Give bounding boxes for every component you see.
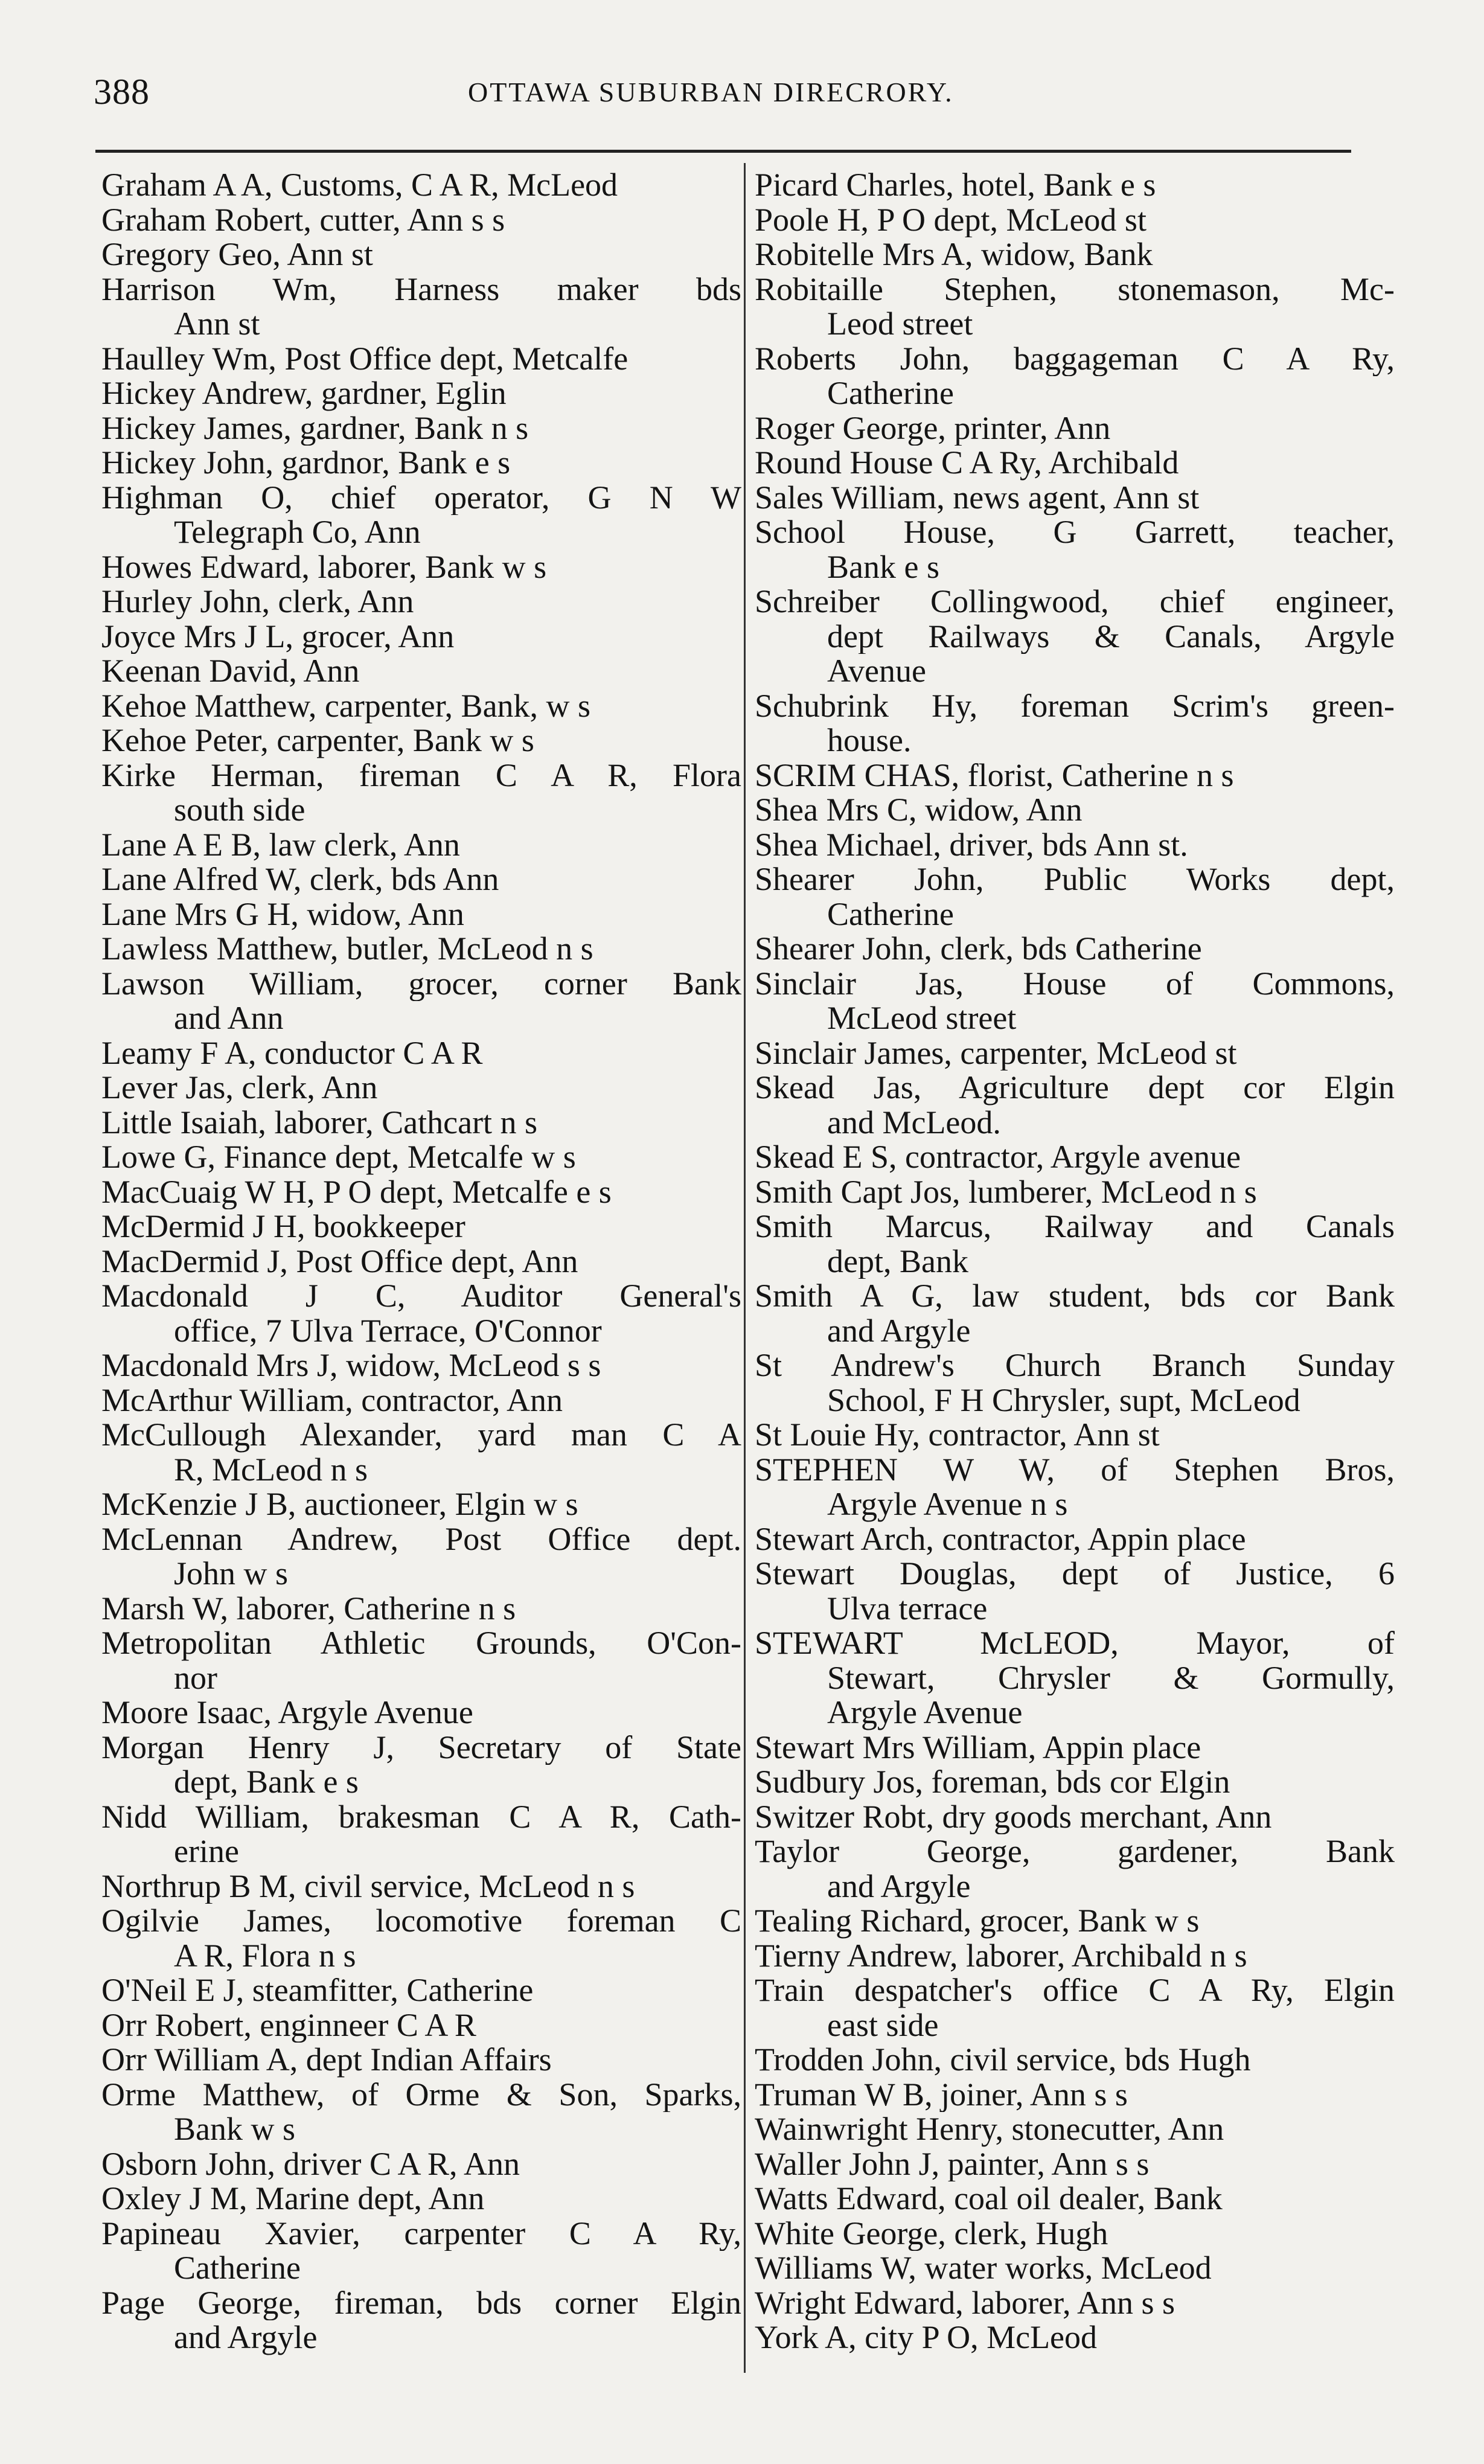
directory-entry — [755, 1834, 1395, 1904]
directory-entry — [101, 1904, 741, 1973]
entry-continuation-line: and Argyle — [174, 2320, 318, 2355]
directory-entry — [101, 1036, 741, 1071]
entry-continuation-line: east side — [827, 2008, 939, 2043]
directory-entry — [101, 1800, 741, 1869]
entry-line: Metropolitan Athletic Grounds, O'Con- — [101, 1626, 741, 1661]
entry-line: St Louie Hy, contractor, Ann st — [755, 1418, 1160, 1453]
directory-entry — [101, 1418, 741, 1487]
entry-line: Nidd William, brakesman C A R, Cath- — [101, 1799, 741, 1834]
directory-entry — [755, 2043, 1395, 2078]
running-title: OTTAWA SUBURBAN DIRECRORY. — [468, 77, 954, 107]
directory-entry — [755, 2286, 1395, 2321]
directory-entry — [755, 481, 1395, 516]
directory-entry — [755, 2181, 1395, 2216]
directory-entry — [755, 1279, 1395, 1348]
directory-column-left — [101, 168, 741, 2355]
directory-entry — [101, 584, 741, 619]
entry-line: Graham Robert, cutter, Ann s s — [101, 202, 505, 237]
directory-entry — [101, 967, 741, 1036]
entry-line: White George, clerk, Hugh — [755, 2216, 1108, 2251]
entry-line: Williams W, water works, McLeod — [755, 2251, 1212, 2286]
entry-line: Papineau Xavier, carpenter C A Ry, — [101, 2216, 741, 2251]
entry-line: McCullough Alexander, yard man C A — [101, 1418, 741, 1453]
entry-line: Waller John J, painter, Ann s s — [755, 2146, 1150, 2181]
directory-entry — [755, 1765, 1395, 1800]
entry-continuation-line: south side — [174, 793, 305, 828]
page-number: 388 — [94, 72, 150, 112]
entry-continuation-line: erine — [174, 1834, 239, 1869]
entry-continuation-line: A R, Flora n s — [174, 1938, 356, 1973]
entry-line: Marsh W, laborer, Catherine n s — [101, 1591, 516, 1626]
entry-line: Poole H, P O dept, McLeod st — [755, 202, 1147, 237]
directory-entry — [101, 342, 741, 377]
entry-continuation-line: Stewart, Chrysler & Gormully, — [827, 1660, 1395, 1695]
entry-line: Lowe G, Finance dept, Metcalfe w s — [101, 1140, 576, 1175]
entry-line: Wright Edward, laborer, Ann s s — [755, 2285, 1175, 2320]
directory-entry — [101, 1626, 741, 1695]
entry-continuation-line: house. — [827, 723, 912, 758]
entry-line: Tierny Andrew, laborer, Archibald n s — [755, 1938, 1247, 1973]
entry-line: Lane Mrs G H, widow, Ann — [101, 897, 464, 932]
entry-line: Stewart Arch, contractor, Appin place — [755, 1522, 1246, 1557]
entry-line: STEPHEN W W, of Stephen Bros, — [755, 1452, 1395, 1487]
entry-line: Lane Alfred W, clerk, bds Ann — [101, 862, 499, 897]
directory-entry — [101, 2147, 741, 2182]
entry-line: McArthur William, contractor, Ann — [101, 1383, 563, 1418]
directory-entry — [755, 689, 1395, 758]
directory-entry — [101, 1592, 741, 1627]
directory-entry — [755, 237, 1395, 272]
directory-entry — [101, 237, 741, 272]
entry-line: Macdonald Mrs J, widow, McLeod s s — [101, 1348, 601, 1383]
entry-line: Truman W B, joiner, Ann s s — [755, 2077, 1128, 2112]
entry-line: Sinclair Jas, House of Commons, — [755, 966, 1395, 1001]
directory-entry — [755, 203, 1395, 238]
entry-continuation-line: Catherine — [174, 2251, 301, 2286]
directory-entry — [101, 1348, 741, 1383]
directory-entry — [755, 446, 1395, 481]
entry-line: Shearer John, Public Works dept, — [755, 862, 1395, 897]
directory-entry — [101, 1869, 741, 1904]
entry-continuation-line: John w s — [174, 1557, 289, 1592]
entry-continuation-line: Bank e s — [827, 549, 939, 584]
directory-entry — [755, 758, 1395, 793]
directory-entry — [755, 515, 1395, 584]
directory-entry — [101, 1383, 741, 1418]
entry-continuation-line: and McLeod. — [827, 1105, 1001, 1140]
directory-entry — [755, 2320, 1395, 2355]
entry-line: Shea Mrs C, widow, Ann — [755, 793, 1083, 828]
entry-line: Graham A A, Customs, C A R, McLeod — [101, 168, 618, 203]
entry-continuation-line: School, F H Chrysler, supt, McLeod — [827, 1383, 1300, 1418]
directory-entry — [101, 1487, 741, 1522]
directory-entry — [755, 2216, 1395, 2251]
directory-entry — [755, 1626, 1395, 1730]
entry-continuation-line: Argyle Avenue — [827, 1695, 1023, 1730]
entry-continuation-line: and Ann — [174, 1001, 284, 1036]
directory-entry — [101, 1695, 741, 1730]
entry-line: York A, city P O, McLeod — [755, 2320, 1098, 2355]
entry-line: McKenzie J B, auctioneer, Elgin w s — [101, 1487, 578, 1522]
entry-line: O'Neil E J, steamfitter, Catherine — [101, 1973, 534, 2008]
directory-entry — [755, 828, 1395, 863]
entry-line: Stewart Mrs William, Appin place — [755, 1730, 1201, 1765]
directory-entry — [101, 2286, 741, 2355]
entry-continuation-line: Catherine — [827, 897, 954, 932]
directory-entry — [755, 1557, 1395, 1626]
directory-entry — [755, 1348, 1395, 1418]
directory-entry — [101, 2043, 741, 2078]
entry-line: SCRIM CHAS, florist, Catherine n s — [755, 758, 1234, 793]
entry-line: Leamy F A, conductor C A R — [101, 1035, 483, 1070]
directory-entry — [755, 168, 1395, 203]
directory-entry — [755, 1140, 1395, 1175]
directory-entry — [101, 1244, 741, 1279]
directory-entry — [101, 272, 741, 342]
directory-entry — [755, 1522, 1395, 1557]
directory-entry — [101, 411, 741, 446]
directory-entry — [101, 2216, 741, 2286]
entry-line: Keenan David, Ann — [101, 654, 360, 689]
directory-entry — [101, 203, 741, 238]
entry-line: Wainwright Henry, stonecutter, Ann — [755, 2112, 1224, 2147]
directory-entry — [101, 1106, 741, 1141]
entry-line: Little Isaiah, laborer, Cathcart n s — [101, 1105, 538, 1140]
entry-line: Hickey James, gardner, Bank n s — [101, 411, 529, 446]
directory-entry — [101, 1070, 741, 1106]
entry-line: McDermid J H, bookkeeper — [101, 1209, 465, 1244]
entry-line: Page George, fireman, bds corner Elgin — [101, 2285, 741, 2320]
directory-entry — [755, 1070, 1395, 1140]
directory-entry — [101, 1279, 741, 1348]
directory-entry — [755, 1973, 1395, 2043]
entry-line: STEWART McLEOD, Mayor, of — [755, 1626, 1395, 1661]
entry-line: Lawless Matthew, butler, McLeod n s — [101, 932, 593, 967]
directory-entry — [755, 272, 1395, 342]
entry-line: McLennan Andrew, Post Office dept. — [101, 1522, 741, 1557]
directory-entry — [755, 2251, 1395, 2286]
entry-line: Moore Isaac, Argyle Avenue — [101, 1695, 473, 1730]
directory-entry — [755, 793, 1395, 828]
entry-line: Howes Edward, laborer, Bank w s — [101, 549, 547, 584]
directory-entry — [101, 758, 741, 828]
entry-continuation-line: McLeod street — [827, 1001, 1017, 1036]
directory-entry — [755, 1418, 1395, 1453]
entry-continuation-line: dept, Bank e s — [174, 1765, 359, 1800]
entry-line: Shearer John, clerk, bds Catherine — [755, 932, 1202, 967]
entry-line: Hickey Andrew, gardner, Eglin — [101, 376, 507, 411]
entry-continuation-line: dept, Bank — [827, 1244, 968, 1279]
directory-entry — [755, 1175, 1395, 1210]
page-header — [94, 71, 1380, 126]
entry-line: Macdonald J C, Auditor General's — [101, 1279, 741, 1314]
entry-line: Hickey John, gardnor, Bank e s — [101, 446, 511, 481]
directory-entry — [101, 828, 741, 863]
directory-entry — [755, 932, 1395, 967]
entry-line: Sudbury Jos, foreman, bds cor Elgin — [755, 1765, 1230, 1800]
entry-line: Kirke Herman, fireman C A R, Flora — [101, 758, 741, 793]
entry-line: Sinclair James, carpenter, McLeod st — [755, 1035, 1237, 1070]
directory-entry — [101, 654, 741, 689]
entry-continuation-line: R, McLeod n s — [174, 1452, 368, 1487]
directory-entry — [101, 446, 741, 481]
entry-line: Smith Capt Jos, lumberer, McLeod n s — [755, 1174, 1257, 1209]
entry-line: Kehoe Peter, carpenter, Bank w s — [101, 723, 534, 758]
directory-entry — [101, 1175, 741, 1210]
entry-line: Shea Michael, driver, bds Ann st. — [755, 827, 1188, 862]
entry-continuation-line: dept Railways & Canals, Argyle — [827, 619, 1395, 654]
directory-entry — [101, 2008, 741, 2043]
entry-line: Ogilvie James, locomotive foreman C — [101, 1904, 741, 1939]
entry-line: Lever Jas, clerk, Ann — [101, 1070, 378, 1106]
entry-continuation-line: office, 7 Ulva Terrace, O'Connor — [174, 1313, 602, 1348]
entry-line: Switzer Robt, dry goods merchant, Ann — [755, 1799, 1272, 1834]
directory-entry — [101, 932, 741, 967]
entry-line: Robitelle Mrs A, widow, Bank — [755, 237, 1153, 272]
directory-entry — [755, 1453, 1395, 1522]
directory-entry — [755, 411, 1395, 446]
entry-line: School House, G Garrett, teacher, — [755, 515, 1395, 550]
directory-entry — [755, 2112, 1395, 2147]
entry-line: Train despatcher's office C A Ry, Elgin — [755, 1973, 1395, 2008]
entry-line: Kehoe Matthew, carpenter, Bank, w s — [101, 688, 591, 723]
directory-entry — [101, 1209, 741, 1244]
entry-line: Orr Robert, enginneer C A R — [101, 2008, 476, 2043]
directory-entry — [755, 1730, 1395, 1765]
entry-line: Stewart Douglas, dept of Justice, 6 — [755, 1557, 1395, 1592]
entry-continuation-line: Ann st — [174, 307, 260, 342]
entry-line: Robitaille Stephen, stonemason, Mc- — [755, 272, 1395, 307]
entry-line: MacCuaig W H, P O dept, Metcalfe e s — [101, 1174, 612, 1209]
entry-line: Schreiber Collingwood, chief engineer, — [755, 584, 1395, 619]
directory-entry — [101, 897, 741, 932]
directory-entry — [101, 619, 741, 654]
entry-line: Hurley John, clerk, Ann — [101, 584, 414, 619]
directory-entry — [755, 1800, 1395, 1835]
entry-line: Tealing Richard, grocer, Bank w s — [755, 1904, 1200, 1939]
entry-line: Smith Marcus, Railway and Canals — [755, 1209, 1395, 1244]
entry-continuation-line: Argyle Avenue n s — [827, 1487, 1068, 1522]
directory-entry — [101, 689, 741, 724]
directory-entry — [755, 1036, 1395, 1071]
entry-line: Sales William, news agent, Ann st — [755, 480, 1200, 515]
entry-line: Osborn John, driver C A R, Ann — [101, 2146, 520, 2181]
entry-line: Haulley Wm, Post Office dept, Metcalfe — [101, 341, 628, 376]
directory-column-right — [755, 168, 1395, 2355]
entry-line: Skead Jas, Agriculture dept cor Elgin — [755, 1070, 1395, 1106]
entry-line: Highman O, chief operator, G N W — [101, 480, 741, 515]
directory-entry — [755, 2078, 1395, 2113]
entry-line: Taylor George, gardener, Bank — [755, 1834, 1395, 1869]
entry-line: MacDermid J, Post Office dept, Ann — [101, 1244, 578, 1279]
directory-entry — [755, 1209, 1395, 1279]
entry-continuation-line: Leod street — [827, 307, 973, 342]
directory-entry — [755, 967, 1395, 1036]
column-divider — [744, 163, 746, 2373]
entry-continuation-line: Catherine — [827, 376, 954, 411]
directory-entry — [755, 584, 1395, 689]
entry-continuation-line: Bank w s — [174, 2112, 295, 2147]
entry-line: Orr William A, dept Indian Affairs — [101, 2043, 552, 2078]
directory-entry — [101, 1522, 741, 1592]
entry-line: Skead E S, contractor, Argyle avenue — [755, 1140, 1241, 1175]
entry-line: Lane A E B, law clerk, Ann — [101, 827, 460, 862]
entry-line: Northrup B M, civil service, McLeod n s — [101, 1869, 635, 1904]
directory-entry — [755, 2147, 1395, 2182]
entry-line: Oxley J M, Marine dept, Ann — [101, 2181, 485, 2216]
entry-line: Lawson William, grocer, corner Bank — [101, 966, 741, 1001]
directory-entry — [101, 862, 741, 897]
entry-line: Gregory Geo, Ann st — [101, 237, 373, 272]
entry-line: Picard Charles, hotel, Bank e s — [755, 168, 1156, 203]
directory-entry — [101, 168, 741, 203]
header-rule — [95, 150, 1351, 153]
entry-continuation-line: and Argyle — [827, 1313, 971, 1348]
entry-continuation-line: Ulva terrace — [827, 1591, 988, 1626]
directory-entry — [101, 481, 741, 550]
entry-line: Morgan Henry J, Secretary of State — [101, 1730, 741, 1765]
entry-line: Watts Edward, coal oil dealer, Bank — [755, 2181, 1223, 2216]
directory-entry — [101, 723, 741, 758]
directory-entry — [101, 1973, 741, 2008]
directory-entry — [755, 1939, 1395, 1974]
entry-line: Trodden John, civil service, bds Hugh — [755, 2043, 1251, 2078]
entry-continuation-line: and Argyle — [827, 1869, 971, 1904]
entry-continuation-line: Avenue — [827, 654, 926, 689]
entry-line: Joyce Mrs J L, grocer, Ann — [101, 619, 455, 654]
directory-entry — [101, 376, 741, 411]
entry-continuation-line: nor — [174, 1660, 217, 1695]
entry-line: Schubrink Hy, foreman Scrim's green- — [755, 688, 1395, 723]
entry-continuation-line: Telegraph Co, Ann — [174, 515, 421, 550]
entry-line: Orme Matthew, of Orme & Son, Sparks, — [101, 2077, 741, 2112]
directory-entry — [101, 550, 741, 585]
directory-entry — [101, 2078, 741, 2147]
entry-line: Roberts John, baggageman C A Ry, — [755, 341, 1395, 376]
directory-entry — [101, 1140, 741, 1175]
directory-entry — [101, 1730, 741, 1800]
directory-entry — [101, 2181, 741, 2216]
entry-line: Smith A G, law student, bds cor Bank — [755, 1279, 1395, 1314]
directory-entry — [755, 1904, 1395, 1939]
directory-entry — [755, 862, 1395, 932]
entry-line: St Andrew's Church Branch Sunday — [755, 1348, 1395, 1383]
entry-line: Round House C A Ry, Archibald — [755, 446, 1179, 481]
entry-line: Harrison Wm, Harness maker bds — [101, 272, 741, 307]
entry-line: Roger George, printer, Ann — [755, 411, 1111, 446]
directory-entry — [755, 342, 1395, 411]
